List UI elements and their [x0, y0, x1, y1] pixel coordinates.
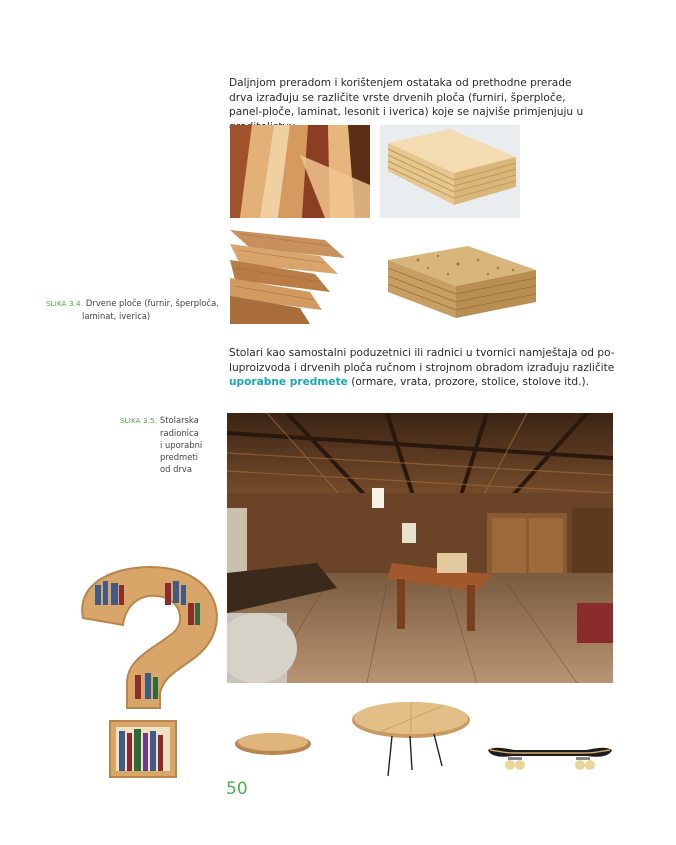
laminate-image: [230, 230, 345, 324]
question-mark-bookshelf-image: [55, 563, 225, 785]
caption-text: predmeti: [160, 452, 198, 462]
second-paragraph: [229, 346, 629, 390]
caption-label: SLIKA 3.4.: [46, 300, 84, 308]
workshop-photo: [227, 413, 613, 683]
particleboard-image: [378, 240, 540, 325]
skateboard-image: [484, 740, 616, 774]
paragraph-line: (ormare, vrata, prozore, stolice, stolove itd.).: [347, 376, 589, 389]
caption-text: od drva: [160, 464, 192, 474]
plywood-image: [380, 125, 520, 218]
caption-text: i uporabni: [160, 440, 203, 450]
wooden-tray-image: [233, 726, 313, 758]
caption-text: laminat, iverica): [82, 311, 151, 321]
caption-text: radionica: [160, 428, 199, 438]
paragraph-line: luproizvoda i drvenih ploča ručnom i strojnom obradom izrađuju različite: [229, 361, 615, 374]
round-table-image: [350, 700, 472, 778]
intro-paragraph: Daljnjom preradom i korištenjem ostataka od prethodne prerade drva izrađuju se različite vrste drvenih ploča (furniri, šperploče, panel-ploče, laminat, lesonit i iverica) koje se najviše primjenjuju u: [229, 77, 584, 119]
caption-label: SLIKA 3.5.: [120, 417, 158, 425]
page-number: 50: [226, 779, 248, 799]
caption-figure-3-5: [120, 414, 230, 475]
highlight-term: uporabne predmete: [229, 376, 348, 389]
paragraph-line: Stolari kao samostalni poduzetnici ili radnici u tvornici namještaja od po-: [229, 347, 615, 359]
caption-figure-3-4: [46, 297, 226, 322]
caption-text: Stolarska: [159, 415, 199, 425]
veneer-image: [230, 125, 370, 218]
caption-text: Drvene ploče (furnir, šperploča,: [85, 298, 219, 308]
